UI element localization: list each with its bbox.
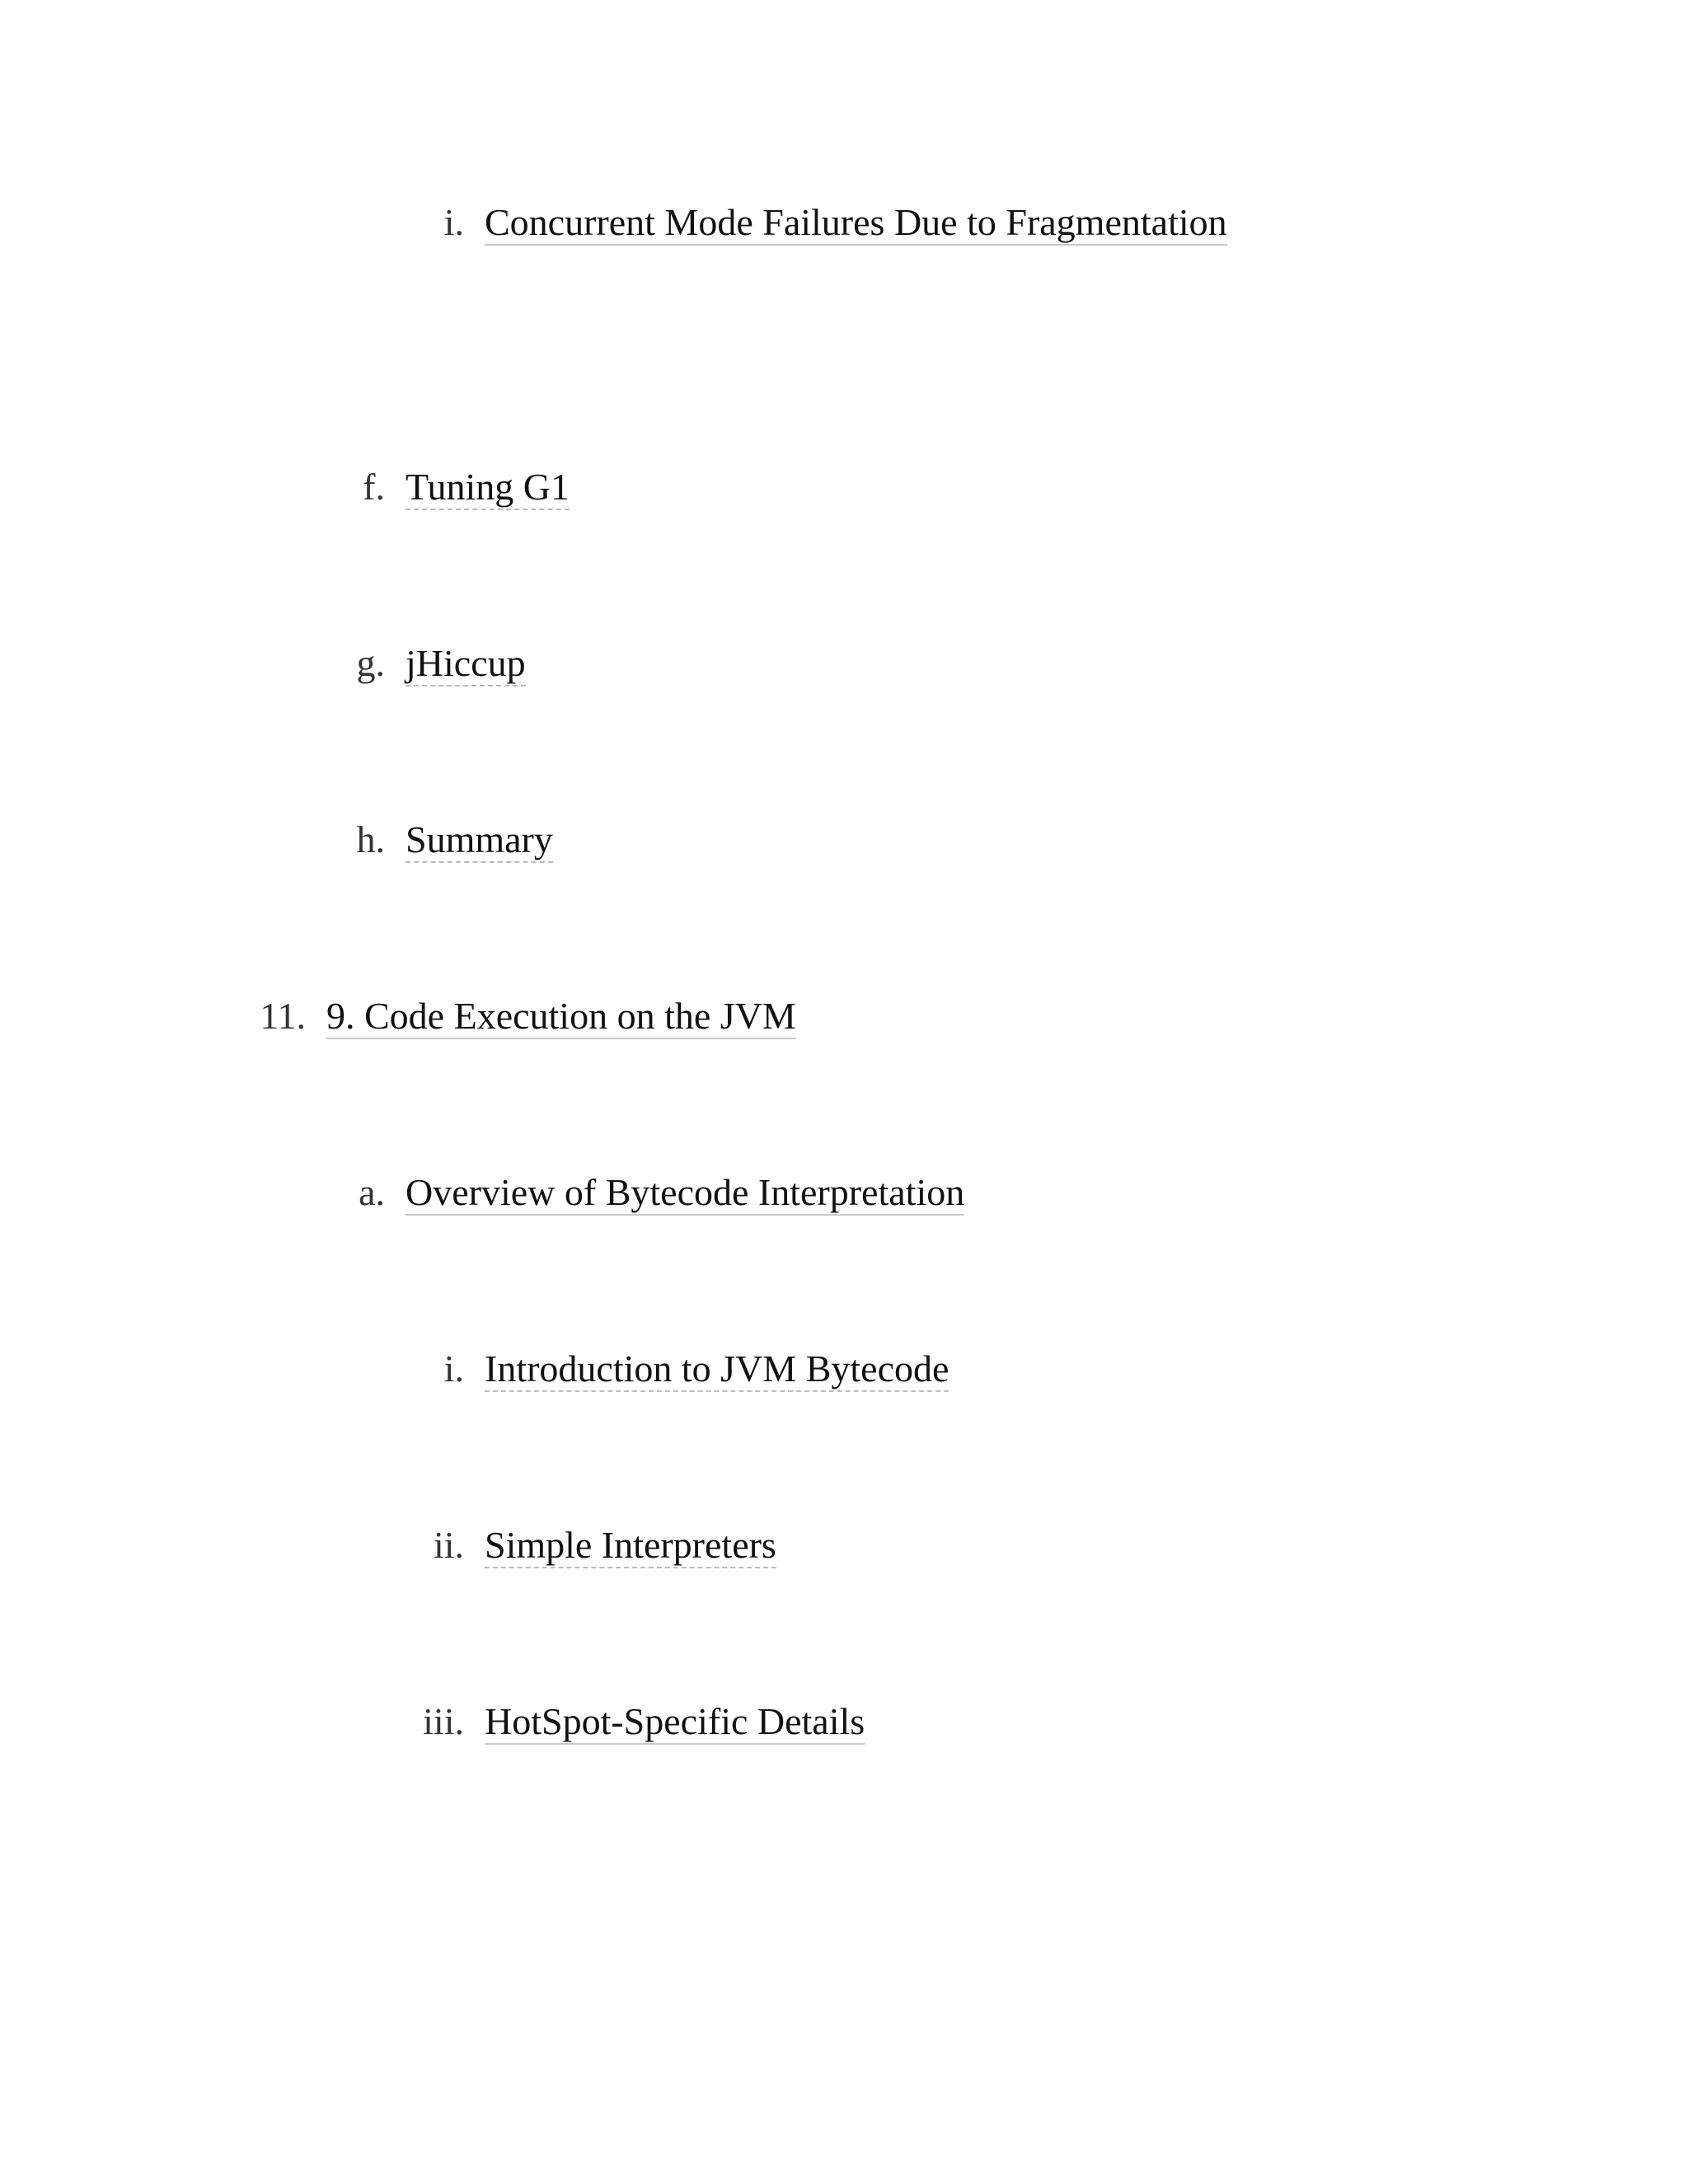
toc-link-tuning-g1[interactable]: Tuning G1: [406, 467, 570, 510]
toc-entry: [423, 1697, 865, 1746]
toc-entry-marker: f.: [363, 466, 385, 508]
toc-entry-marker: ii.: [433, 1524, 464, 1566]
toc-link-concurrent-mode-failures[interactable]: Concurrent Mode Failures Due to Fragmentation: [485, 203, 1227, 246]
toc-entry: [443, 198, 1227, 247]
toc-link-hotspot-specific-details[interactable]: HotSpot-Specific Details: [485, 1702, 865, 1745]
toc-entry: [433, 1521, 776, 1570]
toc-entry: [359, 1168, 965, 1217]
toc-entry-marker: i.: [443, 1347, 464, 1390]
toc-entry: [356, 815, 553, 865]
toc-entry-marker: iii.: [423, 1700, 464, 1742]
toc-entry-marker: 11.: [260, 995, 306, 1037]
toc-link-introduction-to-jvm-bytecode[interactable]: Introduction to JVM Bytecode: [485, 1349, 949, 1392]
toc-entry: [443, 1344, 950, 1394]
toc-link-overview-of-bytecode-interpretation[interactable]: Overview of Bytecode Interpretation: [406, 1173, 964, 1216]
toc-link-simple-interpreters[interactable]: Simple Interpreters: [485, 1526, 776, 1568]
toc-entry-marker: h.: [356, 818, 385, 860]
toc-link-jhiccup[interactable]: jHiccup: [406, 644, 526, 687]
toc-entry: [363, 462, 570, 512]
toc-entry-marker: a.: [359, 1171, 385, 1213]
toc-entry: [356, 639, 526, 688]
toc-entry-marker: i.: [443, 201, 464, 243]
toc-entry-marker: g.: [356, 642, 385, 684]
toc-link-code-execution-on-the-jvm[interactable]: 9. Code Execution on the JVM: [326, 996, 796, 1039]
toc-entry: [260, 991, 796, 1041]
toc-link-summary[interactable]: Summary: [406, 820, 553, 863]
